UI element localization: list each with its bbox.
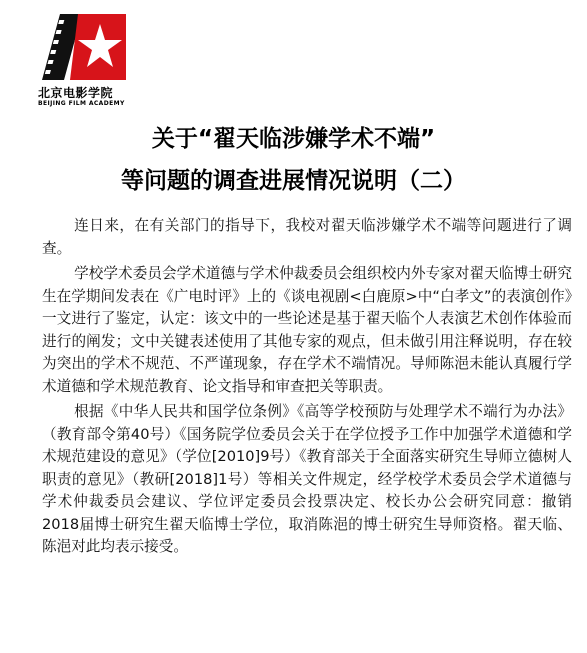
red-star-icon [70,14,126,80]
document-title-line-2: 等问题的调查进展情况说明（二） [121,168,466,194]
document-title-line-1: 关于“翟天临涉嫌学术不端” [151,126,436,152]
paragraph-3: 根据《中华人民共和国学位条例》《高等学校预防与处理学术不端行为办法》（教育部令第40号）《国务院学位委员会关于在学位授予工作中加强学术道德和学术规范建设的意见》（学位[2010]9号）《教育部关于全面落实研究生导师立德树人职责的意见》（教研[2018]1号）等相关文件规定，经学校学术委员会学术道德与学术仲裁委员会建议、学位评定委员会投票决定、校长办公会研究同意：撤销2018届博士研究生翟天临博士学位，取消陈浥的博士研究生导师资格。翟天临、陈浥对此均表示接受。 [42,403,572,555]
logo-name-cn: 北京电影学院 [38,86,114,100]
paragraph-2: 学校学术委员会学术道德与学术仲裁委员会组织校内外专家对翟天临博士研究生在学期间发表在《广电时评》上的《谈电视剧<白鹿原>中“白孝文”的表演创作》一文进行了鉴定，认定：该文中的一些论述是基于翟天临个人表演艺术创作体验而进行的阐发；文中关键表述使用了其他专家的观点，但未做引用注释说明，存在较为突出的学术不规范、不严谨现象，存在学术不端情况。导师陈浥未能认真履行学术道德和学术规范教育、论文指导和审查把关等职责。 [42,265,572,395]
logo-name-en: BEIJING FILM ACADEMY [38,100,125,107]
school-logo [24,10,144,107]
film-star-logo-icon [38,10,130,82]
document-body [42,215,572,562]
paragraph-1: 连日来，在有关部门的指导下，我校对翟天临涉嫌学术不端等问题进行了调查。 [42,217,572,257]
